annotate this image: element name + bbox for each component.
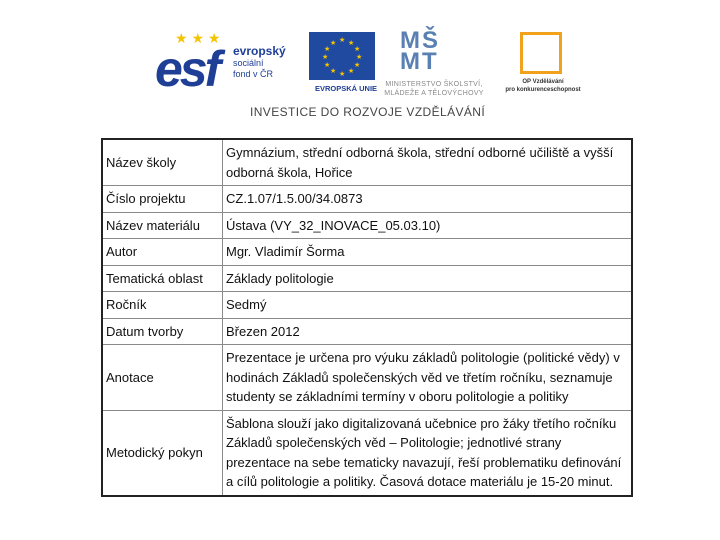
project-info-table [101, 138, 633, 497]
eu-label: EVROPSKÁ UNIE [314, 84, 378, 93]
table-row [102, 410, 632, 496]
table-row [102, 212, 632, 239]
svg-text:★: ★ [324, 46, 331, 53]
table-row [102, 139, 632, 186]
row-label: Anotace [102, 345, 223, 411]
opvk-logo [498, 28, 588, 104]
esf-stars-icon: ★ ★ ★ [175, 30, 221, 46]
svg-text:★: ★ [354, 46, 361, 53]
row-label: Název školy [102, 139, 223, 186]
row-value: Mgr. Vladimír Šorma [223, 239, 633, 266]
row-label: Číslo projektu [102, 186, 223, 213]
svg-text:★: ★ [324, 62, 331, 69]
row-value: Ústava (VY_32_INOVACE_05.03.10) [223, 212, 633, 239]
svg-text:★: ★ [348, 40, 355, 47]
opvk-label: OP Vzdělávání pro konkurenceschopnost [505, 79, 581, 93]
esf-logo [155, 32, 315, 102]
svg-text:★: ★ [322, 54, 329, 61]
msmt-label: MINISTERSTVO ŠKOLSTVÍ, MLÁDEŽE A TĚLOVÝCHOVY [384, 81, 484, 97]
table-row [102, 186, 632, 213]
logo-strip [150, 22, 590, 122]
row-value: Šablona slouží jako digitalizovaná učebnice pro žáky třetího ročníku Základů společenských věd – Politologie; jednotlivé strany prezentace na sebe tematicky navazují, řeší problematiku definování a cílů politologie a politiky. Časová dotace materiálu je 15-20 minut. [223, 410, 633, 496]
row-label: Metodický pokyn [102, 410, 223, 496]
table-row [102, 345, 632, 411]
row-label: Autor [102, 239, 223, 266]
svg-text:★: ★ [348, 68, 355, 75]
table-row [102, 292, 632, 319]
table-row [102, 265, 632, 292]
esf-mark: esf [155, 41, 219, 97]
msmt-logo [368, 27, 498, 102]
table-row [102, 318, 632, 345]
row-value: CZ.1.07/1.5.00/34.0873 [223, 186, 633, 213]
tagline: INVESTICE DO ROZVOJE VZDĚLÁVÁNÍ [250, 105, 486, 119]
row-label: Tematická oblast [102, 265, 223, 292]
eu-flag-icon [309, 32, 375, 80]
row-value: Sedmý [223, 292, 633, 319]
opvk-square-icon [520, 32, 562, 74]
eu-stars-circle-icon [309, 32, 375, 80]
row-value: Prezentace je určena pro výuku základů politologie (politické vědy) v hodinách Základů společenských věd ve třetím ročníku, seznamuje studenty se základními termíny v oboru politologie a politiky [223, 345, 633, 411]
svg-text:★: ★ [356, 54, 363, 61]
table-row [102, 239, 632, 266]
esf-wordmark: evropský sociální fond v ČR [233, 44, 286, 79]
svg-text:★: ★ [330, 68, 337, 75]
row-label: Název materiálu [102, 212, 223, 239]
row-value: Březen 2012 [223, 318, 633, 345]
svg-text:★: ★ [330, 40, 337, 47]
svg-text:★: ★ [339, 71, 346, 78]
row-label: Ročník [102, 292, 223, 319]
row-label: Datum tvorby [102, 318, 223, 345]
svg-text:★: ★ [339, 37, 346, 44]
row-value: Základy politologie [223, 265, 633, 292]
row-value: Gymnázium, střední odborná škola, střední odborné učiliště a vyšší odborná škola, Hořice [223, 139, 633, 186]
svg-text:★: ★ [354, 62, 361, 69]
msmt-mark: MŠ MT [400, 27, 440, 75]
